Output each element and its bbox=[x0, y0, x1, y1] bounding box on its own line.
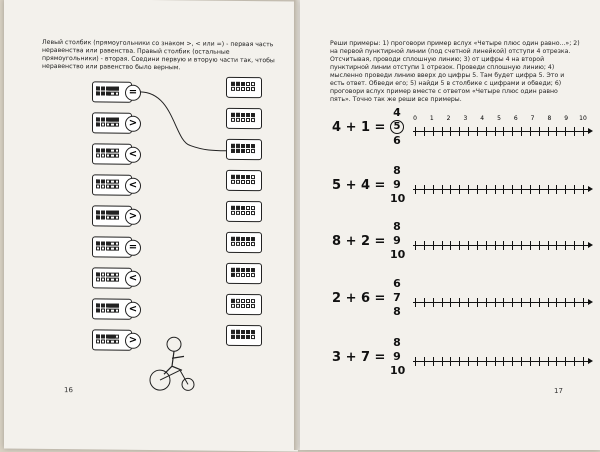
left-instruction: Левый столбик (прямоугольники со знаком >, < или =) - первая часть неравенства или равенства. Правый столбик (остальные прямоугольники) - вторая. Соедини первую и вторую части так, чтобы неравенство или равенство было верным. bbox=[42, 38, 275, 72]
tick-mark bbox=[583, 241, 584, 250]
tick-mark bbox=[433, 185, 434, 194]
answer-option[interactable]: 10 bbox=[390, 192, 406, 205]
answer-option[interactable]: 7 bbox=[393, 291, 401, 304]
tick-mark bbox=[495, 127, 496, 136]
tick-mark bbox=[521, 298, 522, 307]
tick-mark bbox=[565, 298, 566, 307]
number-line-axis bbox=[413, 302, 589, 303]
problem-expression: 5 + 4 = bbox=[332, 178, 386, 193]
tick-mark bbox=[424, 241, 425, 250]
number-line bbox=[413, 295, 589, 309]
comparison-sign: > bbox=[125, 333, 141, 349]
tick-mark bbox=[548, 127, 549, 136]
tick-mark bbox=[574, 241, 575, 250]
problem-expression: 4 + 1 = bbox=[332, 120, 386, 135]
tick-mark bbox=[450, 241, 451, 250]
answer-option[interactable]: 8 bbox=[393, 164, 401, 177]
child-on-tricycle-illustration bbox=[144, 330, 204, 395]
tick-mark bbox=[512, 185, 513, 194]
number-line bbox=[413, 115, 589, 138]
comparison-sign: < bbox=[125, 271, 141, 287]
tick-mark bbox=[433, 357, 434, 366]
number-line-axis bbox=[413, 131, 589, 132]
answer-option[interactable]: 10 bbox=[390, 248, 406, 261]
tick-mark bbox=[583, 185, 584, 194]
tick-mark bbox=[539, 298, 540, 307]
tick-mark bbox=[574, 298, 575, 307]
tick-mark bbox=[415, 298, 416, 307]
tick-mark bbox=[477, 127, 478, 136]
problem-expression: 2 + 6 = bbox=[332, 291, 386, 306]
tick-mark bbox=[583, 127, 584, 136]
tick-mark bbox=[495, 298, 496, 307]
answer-option[interactable]: 6 bbox=[393, 134, 401, 147]
tick-mark bbox=[486, 357, 487, 366]
tick-mark bbox=[512, 127, 513, 136]
tick-mark bbox=[530, 241, 531, 250]
tick-mark bbox=[539, 185, 540, 194]
tick-mark bbox=[530, 298, 531, 307]
tick-mark bbox=[539, 127, 540, 136]
answer-option[interactable]: 5 bbox=[390, 120, 404, 134]
tick-label: 7 bbox=[530, 115, 535, 122]
tick-mark bbox=[442, 127, 443, 136]
answer-option[interactable]: 8 bbox=[393, 305, 401, 318]
tick-mark bbox=[565, 127, 566, 136]
answer-option[interactable]: 6 bbox=[393, 277, 401, 290]
tick-mark bbox=[495, 185, 496, 194]
tick-mark bbox=[433, 298, 434, 307]
tick-mark bbox=[415, 241, 416, 250]
tick-mark bbox=[521, 127, 522, 136]
tick-mark bbox=[512, 357, 513, 366]
answer-option[interactable]: 8 bbox=[393, 220, 401, 233]
tick-mark bbox=[442, 185, 443, 194]
tick-mark bbox=[574, 185, 575, 194]
tick-mark bbox=[548, 357, 549, 366]
tick-mark bbox=[459, 357, 460, 366]
tick-mark bbox=[477, 241, 478, 250]
tick-label: 0 bbox=[413, 115, 417, 122]
comparison-sign: < bbox=[125, 147, 141, 163]
comparison-sign: = bbox=[125, 240, 141, 256]
tick-mark bbox=[495, 357, 496, 366]
answer-option[interactable]: 9 bbox=[393, 234, 401, 247]
tick-mark bbox=[583, 357, 584, 366]
tick-mark bbox=[459, 298, 460, 307]
arrow-head bbox=[588, 299, 593, 305]
tick-mark bbox=[548, 185, 549, 194]
tick-mark bbox=[530, 357, 531, 366]
arrow-head bbox=[588, 358, 593, 364]
arrow-head bbox=[588, 242, 593, 248]
answer-option[interactable]: 4 bbox=[393, 106, 401, 119]
answer-option[interactable]: 10 bbox=[390, 364, 406, 377]
tick-mark bbox=[468, 357, 469, 366]
number-line-axis bbox=[413, 361, 589, 362]
tick-mark bbox=[521, 357, 522, 366]
tick-label: 10 bbox=[579, 115, 587, 122]
tick-mark bbox=[433, 127, 434, 136]
tick-mark bbox=[565, 241, 566, 250]
tick-mark bbox=[503, 127, 504, 136]
tick-mark bbox=[486, 241, 487, 250]
tick-mark bbox=[512, 298, 513, 307]
tick-label: 3 bbox=[463, 115, 468, 122]
tick-mark bbox=[503, 357, 504, 366]
tick-mark bbox=[477, 357, 478, 366]
answer-option[interactable]: 9 bbox=[393, 350, 401, 363]
number-line bbox=[413, 182, 589, 196]
tick-mark bbox=[521, 185, 522, 194]
tick-mark bbox=[530, 185, 531, 194]
comparison-sign: < bbox=[125, 178, 141, 194]
tick-mark bbox=[442, 357, 443, 366]
comparison-sign: > bbox=[125, 209, 141, 225]
tick-label: 9 bbox=[564, 115, 569, 122]
number-line-axis bbox=[413, 245, 589, 246]
tick-mark bbox=[521, 241, 522, 250]
tick-mark bbox=[442, 298, 443, 307]
tick-mark bbox=[503, 298, 504, 307]
tick-mark bbox=[556, 357, 557, 366]
tick-mark bbox=[574, 357, 575, 366]
tick-mark bbox=[450, 185, 451, 194]
tick-label: 6 bbox=[513, 115, 518, 122]
tick-mark bbox=[556, 127, 557, 136]
problem-expression: 3 + 7 = bbox=[332, 350, 386, 365]
tick-mark bbox=[477, 185, 478, 194]
arrow-head bbox=[588, 186, 593, 192]
problem-expression: 8 + 2 = bbox=[332, 234, 386, 249]
tick-mark bbox=[468, 298, 469, 307]
tick-mark bbox=[495, 241, 496, 250]
tick-mark bbox=[442, 241, 443, 250]
answer-option[interactable]: 9 bbox=[393, 178, 401, 191]
comparison-sign: > bbox=[125, 116, 141, 132]
answer-option[interactable]: 8 bbox=[393, 336, 401, 349]
right-page bbox=[300, 0, 600, 450]
tick-mark bbox=[539, 357, 540, 366]
tick-mark bbox=[468, 127, 469, 136]
page-number: 17 bbox=[554, 387, 563, 395]
tick-mark bbox=[539, 241, 540, 250]
number-line-axis bbox=[413, 189, 589, 190]
left-page bbox=[4, 0, 298, 452]
tick-mark bbox=[468, 185, 469, 194]
tick-mark bbox=[450, 127, 451, 136]
tick-mark bbox=[556, 241, 557, 250]
tick-mark bbox=[450, 357, 451, 366]
tick-label: 2 bbox=[446, 115, 451, 122]
tick-mark bbox=[486, 185, 487, 194]
tick-mark bbox=[556, 298, 557, 307]
tick-mark bbox=[415, 127, 416, 136]
tick-mark bbox=[548, 298, 549, 307]
tick-mark bbox=[424, 185, 425, 194]
tick-mark bbox=[459, 127, 460, 136]
tick-mark bbox=[565, 185, 566, 194]
tick-mark bbox=[415, 185, 416, 194]
number-line bbox=[413, 354, 589, 368]
tick-mark bbox=[450, 298, 451, 307]
tick-mark bbox=[486, 127, 487, 136]
tick-mark bbox=[548, 241, 549, 250]
tick-mark bbox=[415, 357, 416, 366]
number-line bbox=[413, 238, 589, 252]
tick-mark bbox=[424, 298, 425, 307]
tick-mark bbox=[477, 298, 478, 307]
tick-label: 1 bbox=[429, 115, 434, 122]
tick-mark bbox=[503, 185, 504, 194]
tick-mark bbox=[530, 127, 531, 136]
tick-mark bbox=[433, 241, 434, 250]
tick-mark bbox=[424, 127, 425, 136]
tick-mark bbox=[424, 357, 425, 366]
arrow-head bbox=[588, 128, 593, 134]
tick-label: 4 bbox=[480, 115, 485, 122]
comparison-sign: = bbox=[125, 85, 141, 101]
tick-label: 8 bbox=[547, 115, 552, 122]
tick-mark bbox=[574, 127, 575, 136]
page-number: 16 bbox=[64, 386, 73, 395]
tick-mark bbox=[459, 185, 460, 194]
tick-label: 5 bbox=[497, 115, 501, 122]
tick-mark bbox=[565, 357, 566, 366]
tick-mark bbox=[503, 241, 504, 250]
tick-mark bbox=[583, 298, 584, 307]
tick-mark bbox=[486, 298, 487, 307]
tick-mark bbox=[459, 241, 460, 250]
right-instruction: Реши примеры: 1) проговори пример вслух «Четыре плюс один равно...»; 2) на первой пунктирной линии (под счетной линейкой) отступи 4 отрезка. Отсчитывая, проводи сплошную линию; 3) от цифры 4 на второй пунктирной линии отступи 1 отрезок. Проведи сплошную линию; 4) мысленно проведи линию вверх до цифры 5. Там будет цифра 5. Это и есть ответ. Обведи его; 5) найди 5 в столбике с цифрами и обведи; 6) проговори вслух пример вместе с ответом «Четыре плюс один равно пять». Точно так же реши все примеры. bbox=[330, 40, 580, 103]
tick-mark bbox=[468, 241, 469, 250]
tick-mark bbox=[556, 185, 557, 194]
comparison-sign: < bbox=[125, 302, 141, 318]
tick-mark bbox=[512, 241, 513, 250]
